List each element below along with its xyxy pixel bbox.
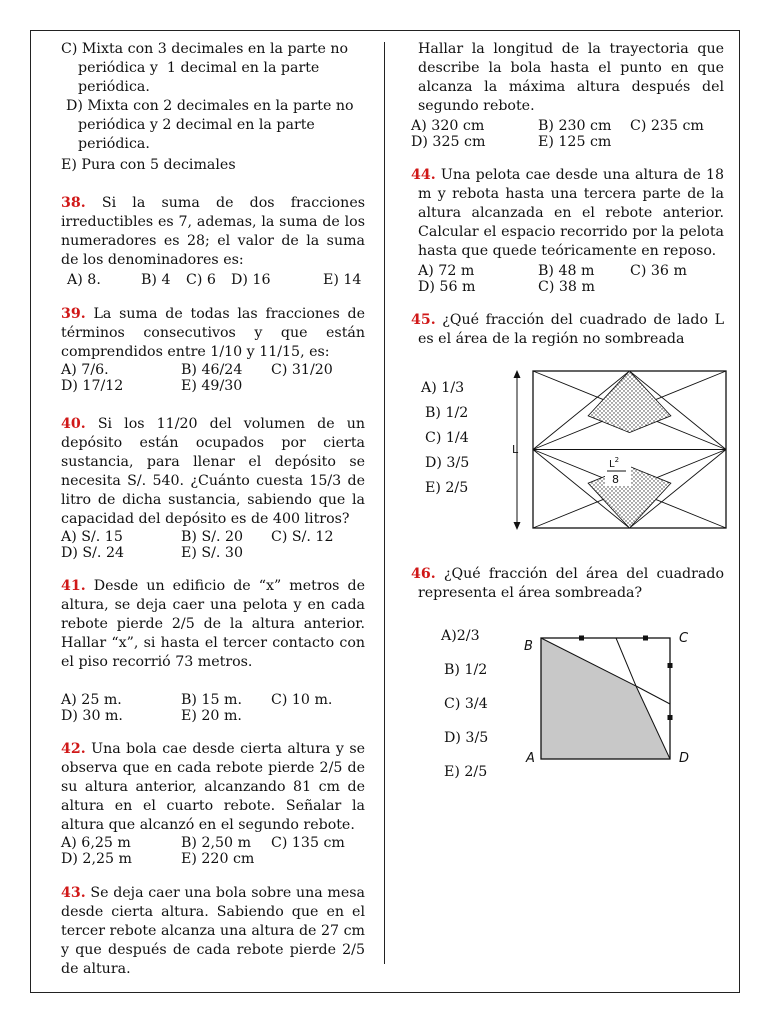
question-text: Una pelota cae desde una altura de 18 m y rebota hasta una tercera parte de la altura alcanzada en el rebote anterior. Calcular el espacio recorrido por la pelota hasta que quede teóricamente en reposo. — [418, 167, 725, 259]
option-b: B) 1/2 — [425, 405, 469, 421]
arrow-down-icon — [514, 522, 521, 530]
question-42 — [61, 740, 365, 867]
question-text: Si los 11/20 del volumen de un depósito están ocupados por cierta sustancia, para llenar el depósito se necesita S/. 540. ¿Cuánto cuesta 15/3 de litro de dicha sustancia, sabiendo que la capacidad del depósito es de 400 litros? — [61, 416, 365, 527]
question-number: 44. — [411, 167, 436, 183]
question-number: 38. — [61, 195, 86, 211]
question-number: 45. — [411, 312, 436, 328]
option-d: D) 17/12 — [61, 378, 124, 394]
option-a: A) 25 m. — [61, 692, 122, 708]
option-c-line3: periódica. — [78, 79, 150, 95]
option-e: E) 2/5 — [444, 764, 488, 780]
question-text: La suma de todas las fracciones de términos consecutivos y que están comprendidos entre 1/10 y 11/15, es: — [61, 306, 366, 360]
option-e: E) 2/5 — [425, 480, 469, 496]
vertex-label-d: D — [679, 751, 690, 766]
option-d: D) 3/5 — [425, 455, 470, 471]
option-e: E) 49/30 — [181, 378, 243, 394]
option-b: B) 15 m. — [181, 692, 242, 708]
column-divider — [384, 42, 385, 964]
option-b: B) 48 m — [538, 263, 595, 279]
option-a: A)2/3 — [441, 628, 480, 644]
question-text: Desde un edificio de “x” metros de altura, se deja caer una pelota y en cada rebote pierde 2/5 de la altura anterior. Hallar “x”, si hasta el tercer contacto con el piso recorrió 73 metros. — [61, 578, 365, 670]
option-c: C) 36 m — [630, 263, 687, 279]
area-label-denominator: 8 — [612, 473, 619, 486]
arrow-up-icon — [514, 370, 521, 378]
option-b: B) S/. 20 — [181, 529, 244, 545]
square-figure-46 — [518, 628, 698, 768]
question-text: Se deja caer una bola sobre una mesa desde cierta altura. Sabiendo que en el tercer rebote alcanza una altura de 27 cm y que después de cada rebote pierde 2/5 de altura. — [61, 885, 366, 977]
question-38 — [61, 194, 365, 288]
tick-top-2 — [643, 636, 648, 641]
option-a: A) 72 m — [418, 263, 475, 279]
area-label-base: L — [609, 459, 615, 470]
tick-top-1 — [579, 636, 584, 641]
option-b: B) 230 cm — [538, 118, 612, 134]
shaded-region — [541, 638, 670, 759]
vertex-label-a: A — [526, 751, 535, 766]
option-d-line1: D) Mixta con 2 decimales en la parte no — [66, 98, 354, 114]
vertex-label-b: B — [524, 639, 533, 654]
option-c-line1: C) Mixta con 3 decimales en la parte no — [61, 41, 349, 57]
option-d: D) 2,25 m — [61, 851, 132, 867]
option-c: C) S/. 12 — [271, 529, 334, 545]
question-41 — [61, 577, 365, 724]
option-a: A) 7/6. — [61, 362, 109, 378]
question-45 — [411, 311, 724, 349]
option-e: E) 220 cm — [181, 851, 255, 867]
option-d: D) 56 m — [418, 279, 476, 295]
question-number: 42. — [61, 741, 86, 757]
option-d-line3: periódica. — [78, 136, 150, 152]
square-figure-45 — [505, 368, 730, 533]
question-number: 46. — [411, 566, 436, 582]
option-b: B) 46/24 — [181, 362, 243, 378]
option-a: A) 6,25 m — [61, 835, 131, 851]
question-39 — [61, 305, 365, 394]
question-46-options — [441, 619, 488, 789]
option-c: C) 1/4 — [425, 430, 469, 446]
option-c: C) 31/20 — [271, 362, 333, 378]
option-e: C) 38 m — [538, 279, 595, 295]
option-c: C) 6 — [186, 272, 216, 288]
option-d-line2: periódica y 2 decimal en la parte — [78, 117, 315, 133]
option-e: E) 125 cm — [538, 134, 612, 150]
question-44 — [411, 166, 725, 295]
question-text: Una bola cae desde cierta altura y se observa que en cada rebote pierde 2/5 de su altura anterior, alcanzando 81 cm de altura en el cuarto rebote. Señalar la altura que alcanzó en el segundo rebote. — [61, 741, 366, 833]
vertex-label-c: C — [679, 631, 689, 646]
question-text-continued: Hallar la longitud de la trayectoria que describe la bola hasta el punto en que alcanza la máxima altura después del segundo rebote. — [418, 41, 724, 114]
option-a: A) 1/3 — [421, 380, 465, 396]
option-c: C) 235 cm — [630, 118, 704, 134]
question-number: 39. — [61, 306, 86, 322]
option-d: D) 16 — [231, 272, 271, 288]
question-45-options — [421, 376, 469, 501]
question-text: Si la suma de dos fracciones irreductibles es 7, ademas, la suma de los numeradores es 28; el valor de la suma de los denominadores es: — [61, 195, 365, 268]
option-a: A) 320 cm — [411, 118, 485, 134]
option-c-line2: periódica y 1 decimal en la parte — [78, 60, 320, 76]
question-number: 41. — [61, 578, 86, 594]
option-b: B) 1/2 — [444, 662, 488, 678]
option-b: B) 2,50 m — [181, 835, 252, 851]
option-d: D) 3/5 — [444, 730, 489, 746]
option-c: C) 3/4 — [444, 696, 488, 712]
option-c: C) 10 m. — [271, 692, 333, 708]
option-a: A) S/. 15 — [61, 529, 123, 545]
question-number: 43. — [61, 885, 86, 901]
option-d: D) S/. 24 — [61, 545, 124, 561]
right-column — [411, 40, 725, 349]
option-e: E) 14 — [323, 272, 362, 288]
option-c: C) 135 cm — [271, 835, 345, 851]
option-a: A) 8. — [67, 272, 101, 288]
left-column — [61, 40, 365, 979]
tick-right-1 — [668, 663, 673, 668]
question-43 — [61, 884, 365, 979]
question-37-options — [61, 40, 365, 175]
option-b: B) 4 — [141, 272, 171, 288]
question-46 — [411, 565, 724, 603]
side-label: L — [512, 443, 519, 456]
question-43-continued — [411, 40, 724, 150]
area-label-exponent: 2 — [614, 456, 620, 464]
option-d: D) 325 cm — [411, 134, 486, 150]
option-e: E) S/. 30 — [181, 545, 243, 561]
question-number: 40. — [61, 416, 86, 432]
tick-right-2 — [668, 715, 673, 720]
question-text: ¿Qué fracción del cuadrado de lado L es el área de la región no sombreada — [418, 312, 724, 347]
option-e: E) Pura con 5 decimales — [61, 157, 236, 173]
question-text: ¿Qué fracción del área del cuadrado representa el área sombreada? — [418, 566, 724, 601]
option-e: E) 20 m. — [181, 708, 242, 724]
question-40 — [61, 415, 365, 561]
option-d: D) 30 m. — [61, 708, 123, 724]
